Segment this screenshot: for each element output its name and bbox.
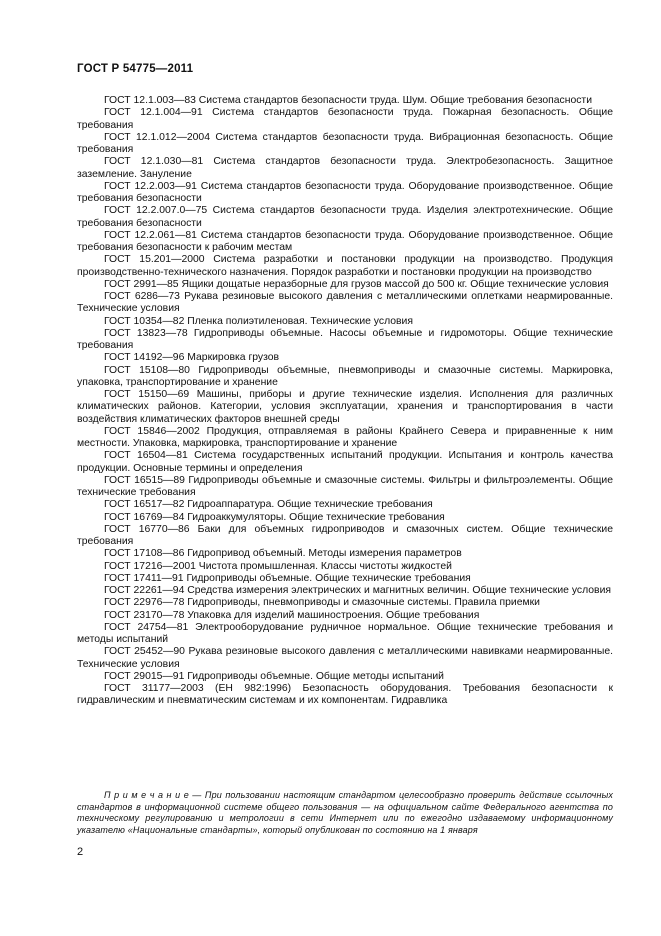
reference-item: ГОСТ 12.1.004—91 Система стандартов безопасности труда. Пожарная безопасность. Общие требования <box>77 107 613 131</box>
reference-item: ГОСТ 17216—2001 Чистота промышленная. Классы чистоты жидкостей <box>104 560 452 572</box>
normative-references-list <box>77 95 613 708</box>
reference-item: ГОСТ 16769—84 Гидроаккумуляторы. Общие технические требования <box>104 511 445 523</box>
reference-item: ГОСТ 16515—89 Гидроприводы объемные и смазочные системы. Фильтры и фильтроэлементы. Общие технические требования <box>77 474 613 498</box>
reference-item: ГОСТ 2991—85 Ящики дощатые неразборные для грузов массой до 500 кг. Общие технические условия <box>104 278 609 290</box>
reference-item: ГОСТ 12.1.003—83 Система стандартов безопасности труда. Шум. Общие требования безопасности <box>104 95 592 106</box>
reference-item: ГОСТ 14192—96 Маркировка грузов <box>104 352 280 364</box>
reference-item: ГОСТ 15108—80 Гидроприводы объемные, пневмоприводы и смазочные системы. Маркировка, упаковка, транспортирование и хранение <box>77 364 613 388</box>
reference-item: ГОСТ 25452—90 Рукава резиновые высокого давления с металлическими навивками неармированные. Технические условия <box>77 646 613 670</box>
reference-item: ГОСТ 13823—78 Гидроприводы объемные. Насосы объемные и гидромоторы. Общие технические требования <box>77 327 613 351</box>
reference-item: ГОСТ 16504—81 Система государственных испытаний продукции. Испытания и контроль качества продукции. Основные термины и определения <box>77 450 613 474</box>
reference-item: ГОСТ 23170—78 Упаковка для изделий машиностроения. Общие требования <box>104 609 480 621</box>
reference-item: ГОСТ 31177—2003 (ЕН 982:1996) Безопасность оборудования. Требования безопасности к гидравлическим и пневматическим системам и их компонентам. Гидравлика <box>77 683 613 707</box>
reference-item: ГОСТ 12.2.003—91 Система стандартов безопасности труда. Оборудование производственное. Общие требования безопасности <box>77 180 613 204</box>
reference-item: ГОСТ 17108—86 Гидропривод объемный. Методы измерения параметров <box>104 548 462 560</box>
reference-item: ГОСТ 15.201—2000 Система разработки и постановки продукции на производство. Продукция производственно-технического назначения. Порядок разработки и постановки продукции на производство <box>77 254 613 278</box>
reference-item: ГОСТ 15150—69 Машины, приборы и другие технические изделия. Исполнения для различных климатических районов. Категории, условия эксплуатации, хранения и транспортирования в части воздействия климатических факторов внешней среды <box>77 389 613 425</box>
reference-item: ГОСТ 15846—2002 Продукция, отправляемая в районы Крайнего Севера и приравненные к ним местности. Упаковка, маркировка, транспортирование и хранение <box>77 425 613 449</box>
reference-item: ГОСТ 12.2.061—81 Система стандартов безопасности труда. Оборудование производственное. Общие требования безопасности к рабочим местам <box>77 229 613 253</box>
note-paragraph: П р и м е ч а н и е — При пользовании настоящим стандартом целесообразно проверить действие ссылочных стандартов в информационной системе общего пользования — на официальном сайте Федерального агентства по техническому регулированию и метрологии в сети Интернет или по ежегодно издаваемому информационному указателю «Национальные стандарты», который опубликован по состоянию на 1 января <box>77 790 613 835</box>
page-number: 2 <box>77 846 84 858</box>
document-header: ГОСТ Р 54775—2011 <box>77 63 194 75</box>
reference-item: ГОСТ 17411—91 Гидроприводы объемные. Общие технические требования <box>104 572 471 584</box>
reference-item: ГОСТ 22976—78 Гидроприводы, пневмоприводы и смазочные системы. Правила приемки <box>104 597 540 609</box>
reference-item: ГОСТ 16770—86 Баки для объемных гидроприводов и смазочных систем. Общие технические требования <box>77 523 613 547</box>
reference-item: ГОСТ 16517—82 Гидроаппаратура. Общие технические требования <box>104 499 433 511</box>
reference-item: ГОСТ 12.1.012—2004 Система стандартов безопасности труда. Вибрационная безопасность. Общие требования <box>77 131 613 155</box>
reference-item: ГОСТ 29015—91 Гидроприводы объемные. Общие методы испытаний <box>104 670 444 682</box>
reference-item: ГОСТ 22261—94 Средства измерения электрических и магнитных величин. Общие технические условия <box>104 585 612 596</box>
reference-item: ГОСТ 6286—73 Рукава резиновые высокого давления с металлическими оплетками неармированные. Технические условия <box>77 291 613 315</box>
reference-item: ГОСТ 12.2.007.0—75 Система стандартов безопасности труда. Изделия электротехнические. Общие требования безопасности <box>77 205 613 229</box>
reference-item: ГОСТ 12.1.030—81 Система стандартов безопасности труда. Электробезопасность. Защитное заземление. Зануление <box>77 156 613 180</box>
reference-item: ГОСТ 24754—81 Электрооборудование рудничное нормальное. Общие технические требования и методы испытаний <box>77 621 613 645</box>
reference-item: ГОСТ 10354—82 Пленка полиэтиленовая. Технические условия <box>104 315 413 327</box>
